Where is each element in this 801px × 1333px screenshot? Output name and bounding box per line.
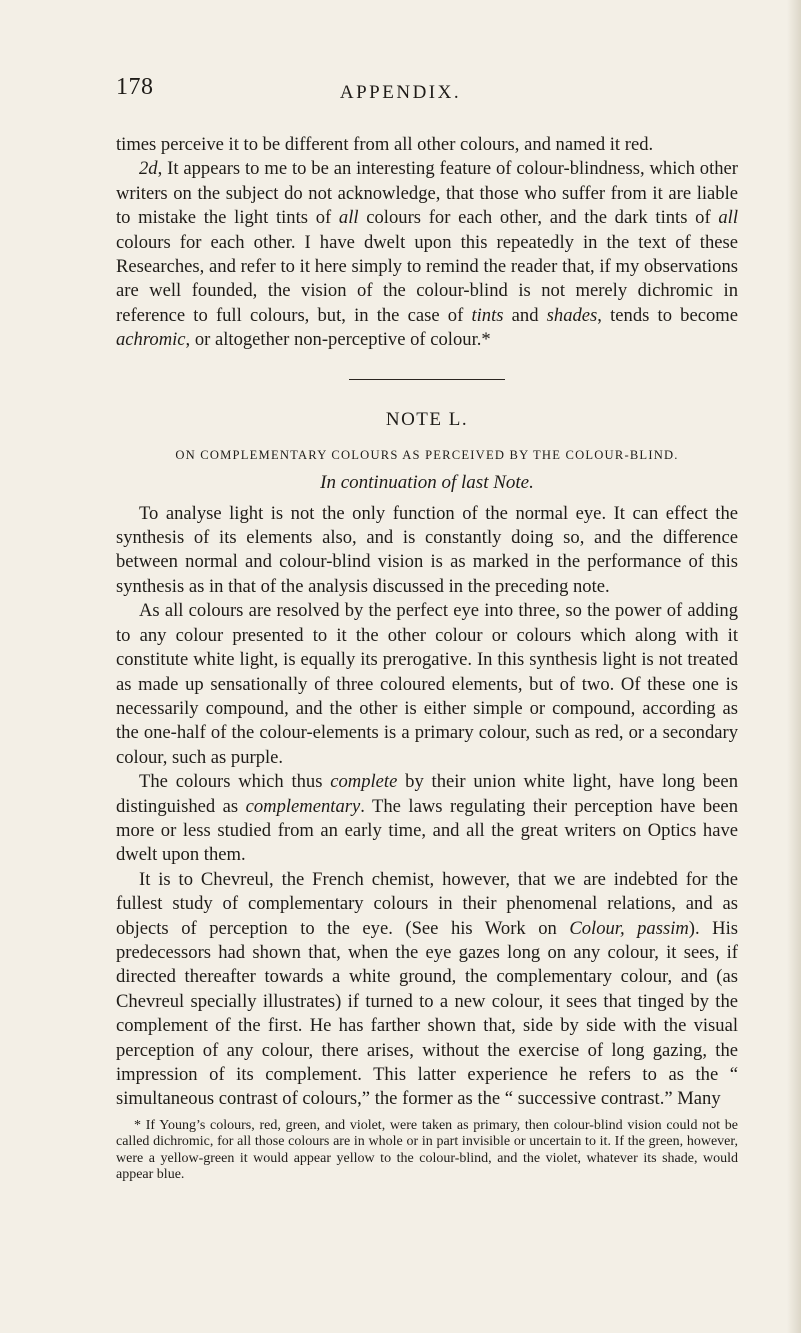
text-run: , or altogether non-perceptive of colour.* [185,329,491,351]
paragraph-complementary [116,770,738,868]
emphasis: tints [471,304,504,326]
text-run: The colours which thus [139,771,331,793]
text-run: ). His predecessors had shown that, when the eye gazes long on any colour, it sees, if directed thereafter towards a white ground, the complementary colour, and (as Chevreul specially illustrates) if turned to a new colour, it sees that tinged by the complement of the first. He has farther shown that, side by side with the visual perception of any colour, there arises, without the exercise of long gazing, the impression of its complement. This latter experience he refers to as the “ simultaneous contrast of colours,” the former as the “ successive contrast.” Many [116,917,738,1110]
text-run: by their union white light, have long been distinguished as [116,771,738,817]
paragraph-chevreul [116,868,738,1112]
paragraph-three-colours: As all colours are resolved by the perfect eye into three, so the power of adding to any colour presented to it the other colour or colours which along with it constitute white light, is equally its prerogative. In this synthesis light is not treated as made up sensationally of three coloured elements, but of two. Of these one is necessarily compound, and the other is either simple or compound, according as the one-half of the colour-elements is a primary colour, such as red, or a secondary colour, such as purple. [116,600,738,768]
note-continuation: In continuation of last Note. [320,471,534,493]
paragraph-synthesis: To analyse light is not the only function of the normal eye. It can effect the synthesis of its elements also, and is constantly doing so, and the difference between normal and colour-blind vision is as marked in the performance of this synthesis as in that of the analysis discussed in the preceding note. [116,502,738,597]
text-run: , tends to become [597,304,738,326]
ordinal-label: 2d [139,158,158,180]
running-head: APPENDIX. [339,82,462,103]
page-body [116,133,738,1184]
text-run: colours for each other, and the dark tints of [358,207,719,229]
emphasis: complementary [245,795,361,817]
emphasis: all [338,207,359,229]
section-divider [349,379,505,380]
paragraph-colour-blindness-tints [116,157,738,352]
text-run: , It appears to me to be an interesting feature of colour-blindness, which other writers on the subject do not acknowledge, that those who suffer from it are liable to mistake the light tints of [116,158,738,229]
text-run: It is to Chevreul, the French chemist, however, that we are indebted for the fullest study of complementary colours in their phenomenal relations, and as objects of perception to the eye. (See his Work on [116,868,738,939]
text-run: and [503,304,547,326]
paragraph-continuation: times perceive it to be different from all other colours, and named it red. [116,134,654,155]
footnote: * If Young’s colours, red, green, and violet, were taken as primary, then colour-blind vision could not be called dichromic, for all those colours are in whole or in part invisible or uncertain to it. If the green, however, were a yellow-green it would appear yellow to the colour-blind, and the violet, whatever its shade, would appear blue. [116,1117,738,1183]
emphasis: shades [546,304,598,326]
note-subtitle: ON COMPLEMENTARY COLOURS AS PERCEIVED BY THE COLOUR-BLIND. [175,447,679,462]
note-title: NOTE L. [385,408,469,430]
emphasis: Colour, passim [569,917,689,939]
page-edge-shadow [787,0,801,1333]
emphasis: complete [330,771,398,793]
page-number: 178 [116,74,154,100]
text-run: . The laws regulating their perception have been more or less studied from an early time, and all the great writers on Optics have dwelt upon them. [116,795,738,866]
emphasis: achromic [116,329,186,351]
text-run: colours for each other. I have dwelt upon this repeatedly in the text of these Researches, and refer to it here simply to remind the reader that, if my observations are well founded, the vision of the colour-blind is not merely dichromic in reference to full colours, but, in the case of [116,231,738,326]
emphasis: all [718,207,739,229]
